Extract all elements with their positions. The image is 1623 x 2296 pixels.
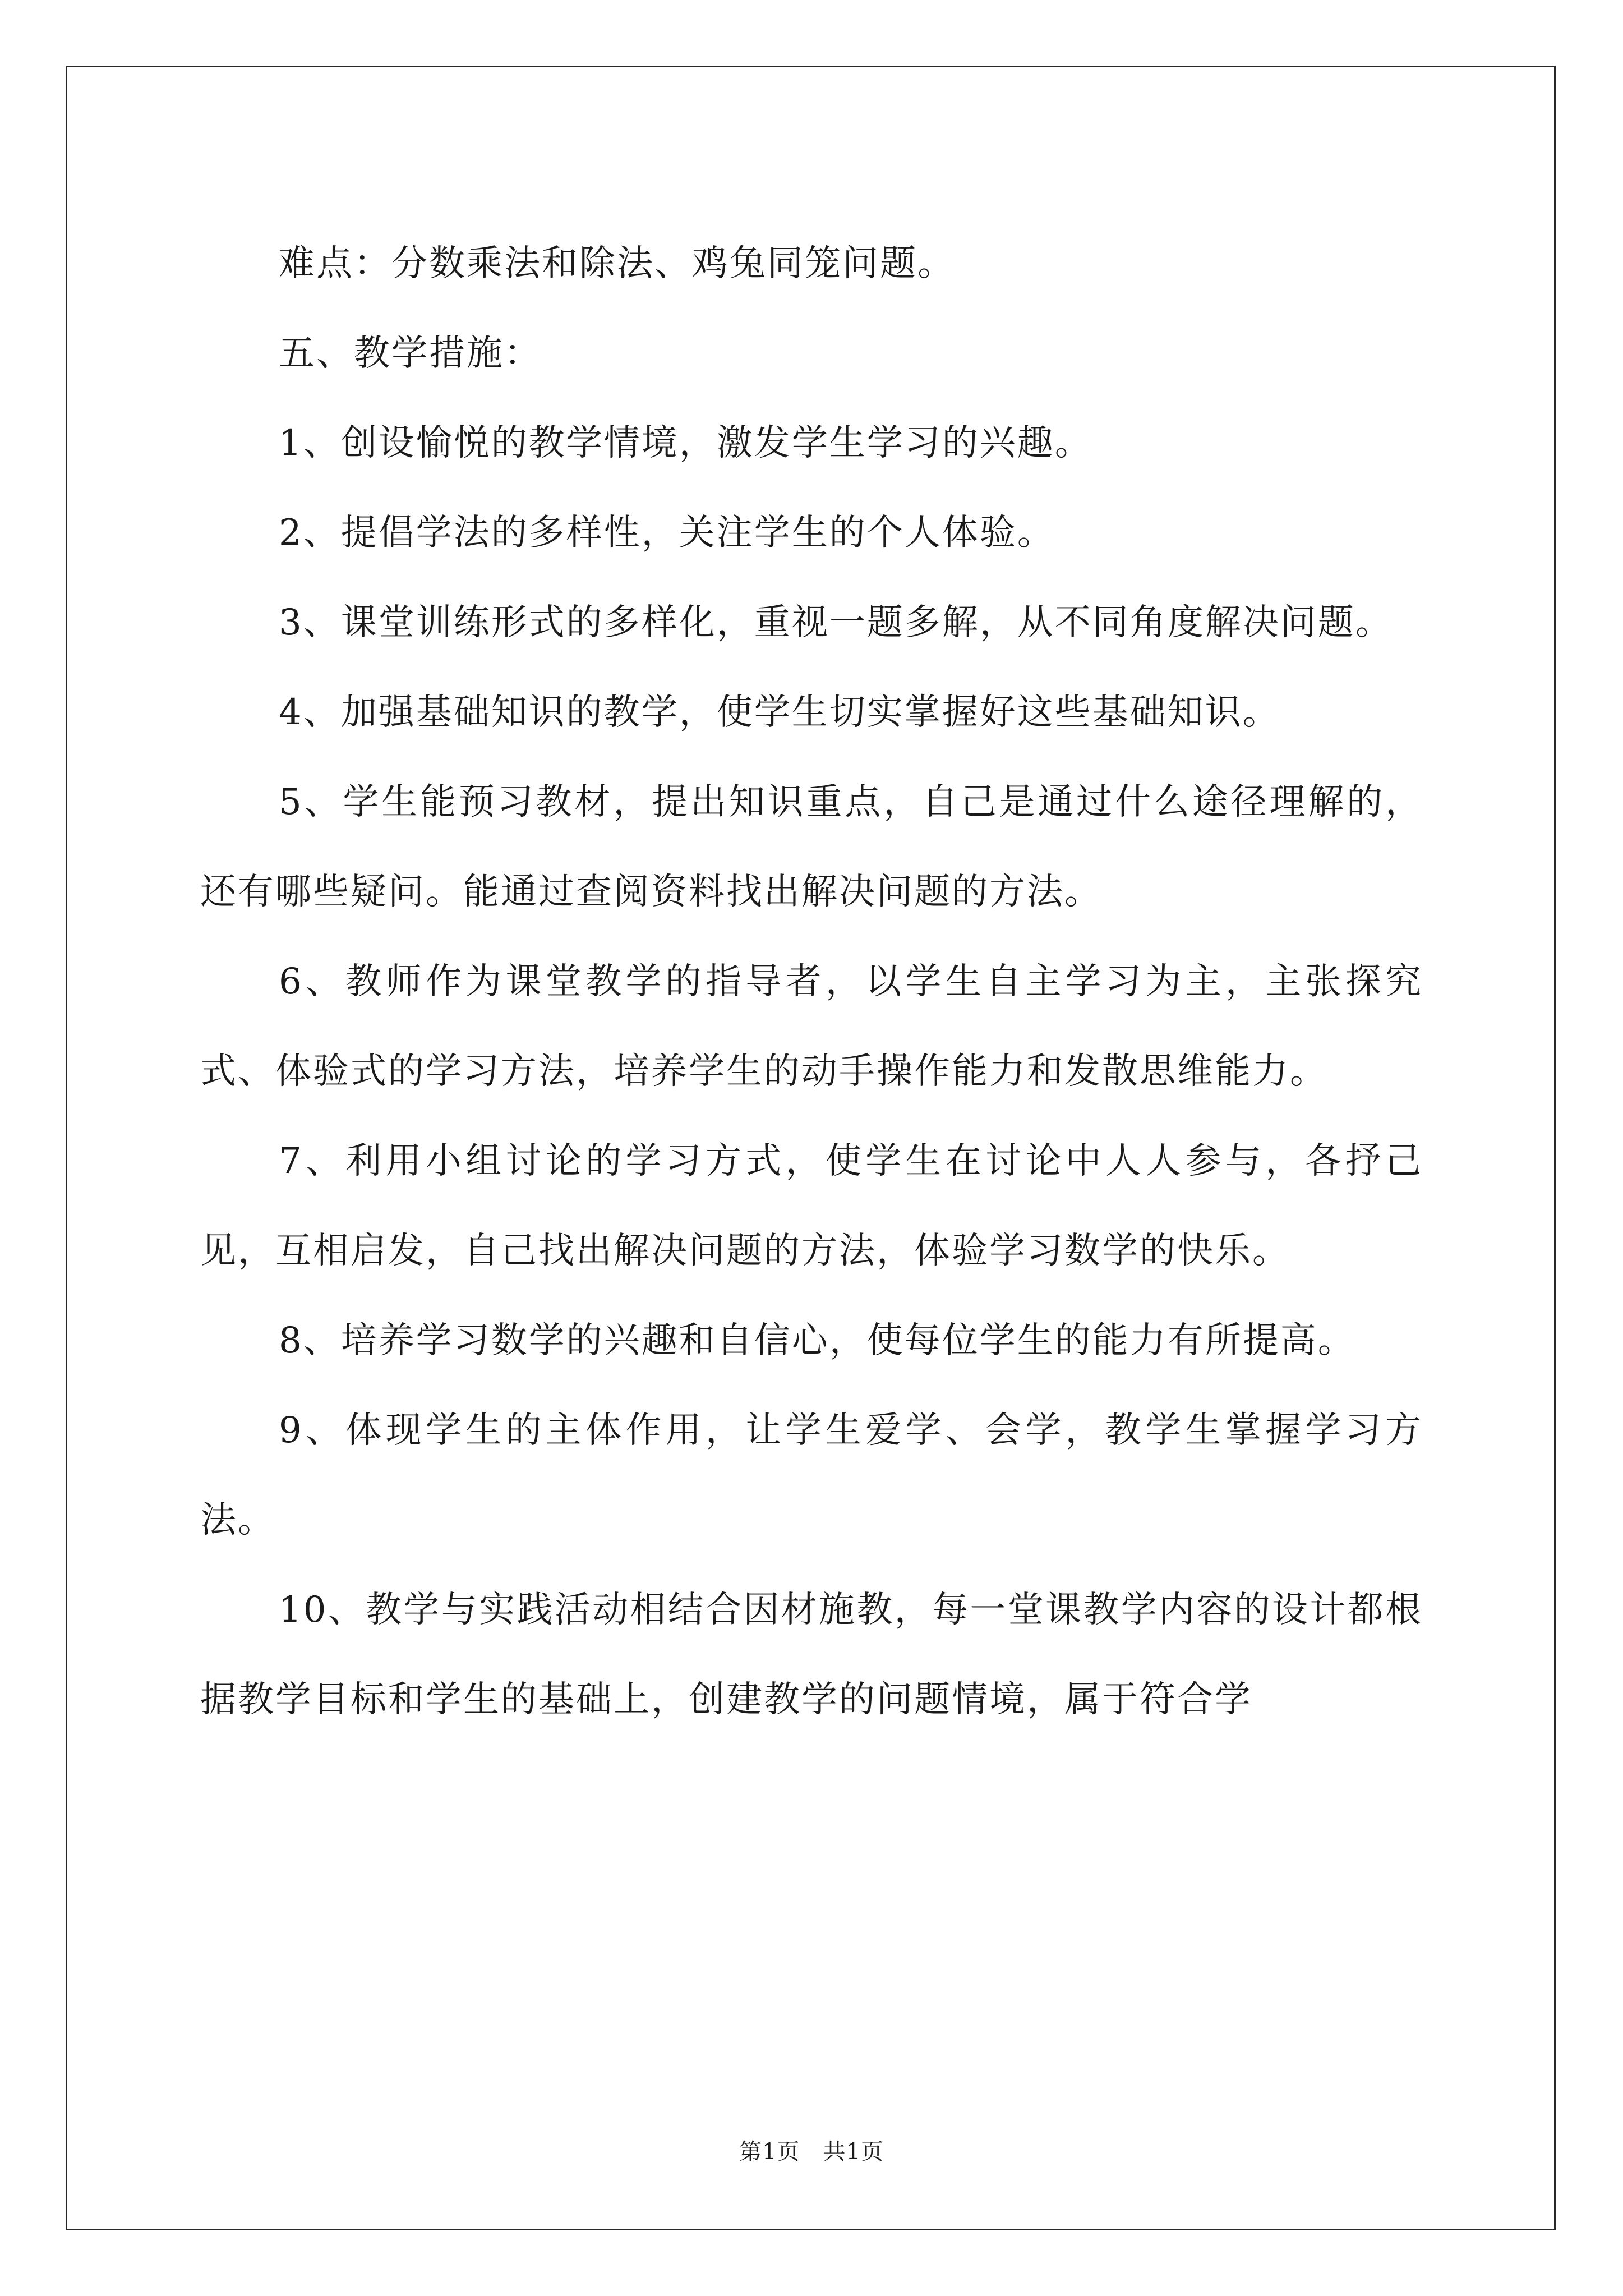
measure-item-10: 10、教学与实践活动相结合因材施教，每一堂课教学内容的设计都根据教学目标和学生的基础上，创建教学的问题情境，属于符合学 [200,1589,1423,1720]
measure-item-3: 3、课堂训练形式的多样化，重视一题多解，从不同角度解决问题。 [279,602,1393,643]
measure-item-1: 1、创设愉悦的教学情境，激发学生学习的兴趣。 [279,422,1092,464]
section-heading-teaching-measures: 五、教学措施： [279,333,542,374]
measure-item-6: 6、教师作为课堂教学的指导者，以学生自主学习为主，主张探究式、体验式的学习方法，培养学生的动手操作能力和发散思维能力。 [200,961,1423,1092]
measure-item-9: 9、体现学生的主体作用，让学生爱学、会学，教学生掌握学习方法。 [200,1410,1423,1541]
measure-item-2: 2、提倡学法的多样性，关注学生的个人体验。 [279,512,1055,554]
measure-item-4: 4、加强基础知识的教学，使学生切实掌握好这些基础知识。 [279,692,1280,733]
measure-item-8: 8、培养学习数学的兴趣和自信心，使每位学生的能力有所提高。 [279,1320,1355,1361]
page-number-footer: 第1页 共1页 [739,2139,884,2165]
measure-item-5: 5、学生能预习教材，提出知识重点，自己是通过什么途径理解的，还有哪些疑问。能通过查阅资料找出解决问题的方法。 [200,781,1423,913]
paragraph-difficulty: 难点：分数乘法和除法、鸡兔同笼问题。 [279,243,955,284]
measure-item-7: 7、利用小组讨论的学习方式，使学生在讨论中人人参与，各抒己见，互相启发，自己找出解决问题的方法，体验学习数学的快乐。 [200,1140,1423,1272]
document-body [200,219,1423,1745]
